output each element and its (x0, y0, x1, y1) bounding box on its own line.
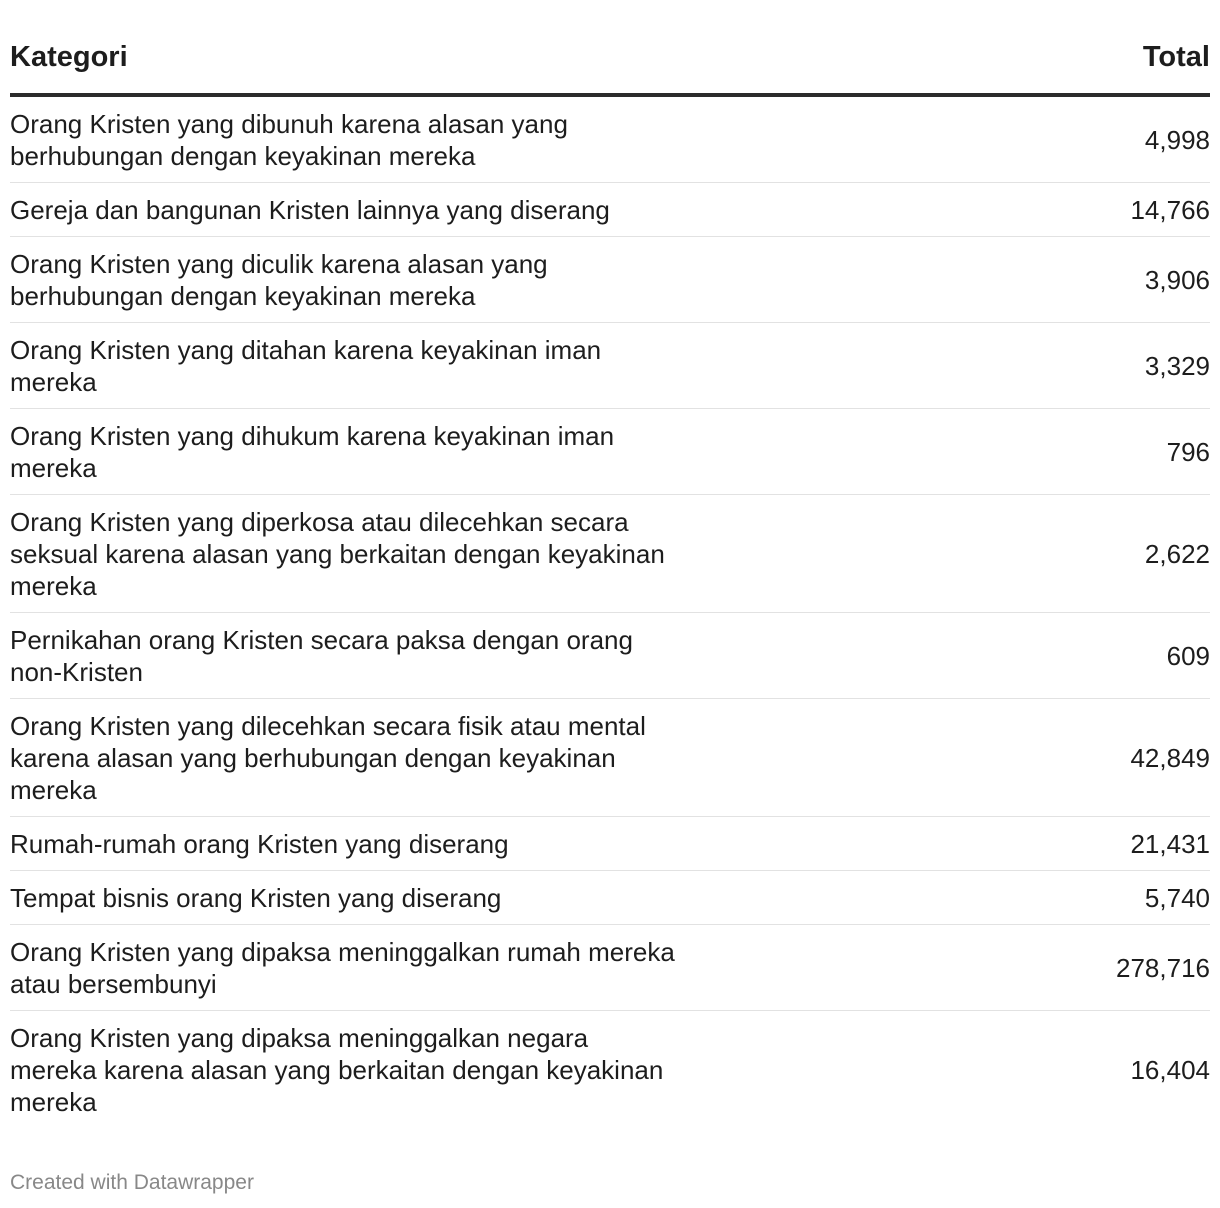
category-label: Gereja dan bangunan Kristen lainnya yang diserang (10, 194, 610, 225)
category-label: Orang Kristen yang dihukum karena keyakinan iman mereka (10, 420, 615, 483)
table-row (10, 698, 1210, 816)
category-cell (10, 236, 990, 322)
table-row (10, 924, 1210, 1010)
category-label: Orang Kristen yang dipaksa meninggalkan rumah mereka atau bersembunyi (10, 936, 675, 999)
table-row (10, 1010, 1210, 1128)
total-value: 21,431 (990, 816, 1210, 870)
data-table (10, 40, 1210, 1128)
table-row (10, 95, 1210, 183)
category-label: Tempat bisnis orang Kristen yang diserang (10, 882, 502, 913)
category-cell (10, 698, 990, 816)
category-cell (10, 816, 990, 870)
total-value: 278,716 (990, 924, 1210, 1010)
category-label: Orang Kristen yang dilecehkan secara fisik atau mental karena alasan yang berhubungan dengan keyakinan mereka (10, 710, 646, 805)
total-value: 42,849 (990, 698, 1210, 816)
total-value: 3,329 (990, 322, 1210, 408)
total-value: 3,906 (990, 236, 1210, 322)
category-label: Orang Kristen yang diculik karena alasan yang berhubungan dengan keyakinan mereka (10, 248, 548, 311)
category-label: Orang Kristen yang dipaksa meninggalkan negara mereka karena alasan yang berkaitan dengan keyakinan mereka (10, 1022, 664, 1117)
column-header-total[interactable]: Total (990, 40, 1210, 95)
table-body (10, 95, 1210, 1128)
column-header-kategori[interactable]: Kategori (10, 40, 990, 95)
table-row (10, 870, 1210, 924)
total-value: 5,740 (990, 870, 1210, 924)
category-label: Orang Kristen yang dibunuh karena alasan yang berhubungan dengan keyakinan mereka (10, 108, 568, 171)
category-cell (10, 322, 990, 408)
table-row (10, 408, 1210, 494)
category-label: Rumah-rumah orang Kristen yang diserang (10, 828, 509, 859)
total-value: 609 (990, 612, 1210, 698)
category-cell (10, 612, 990, 698)
table-row (10, 182, 1210, 236)
category-cell (10, 870, 990, 924)
total-value: 16,404 (1130, 1054, 1210, 1085)
category-label: Pernikahan orang Kristen secara paksa dengan orang non-Kristen (10, 624, 633, 687)
category-cell (10, 182, 990, 236)
total-value: 2,622 (990, 494, 1210, 612)
total-value: 4,998 (990, 95, 1210, 183)
table-row (10, 816, 1210, 870)
category-cell (10, 1010, 990, 1128)
datawrapper-credit: Created with Datawrapper (10, 1171, 254, 1194)
total-value: 14,766 (990, 182, 1210, 236)
table-row (10, 494, 1210, 612)
table-row (10, 322, 1210, 408)
table-header-row (10, 40, 1210, 95)
category-label: Orang Kristen yang diperkosa atau dilecehkan secara seksual karena alasan yang berkaitan dengan keyakinan mereka (10, 506, 665, 601)
data-table-container (10, 40, 1210, 1128)
category-cell (10, 95, 990, 183)
table-row (10, 236, 1210, 322)
total-value: 796 (990, 408, 1210, 494)
category-cell (10, 408, 990, 494)
table-row (10, 612, 1210, 698)
category-cell (10, 494, 990, 612)
category-label: Orang Kristen yang ditahan karena keyakinan iman mereka (10, 334, 602, 397)
category-cell (10, 924, 990, 1010)
